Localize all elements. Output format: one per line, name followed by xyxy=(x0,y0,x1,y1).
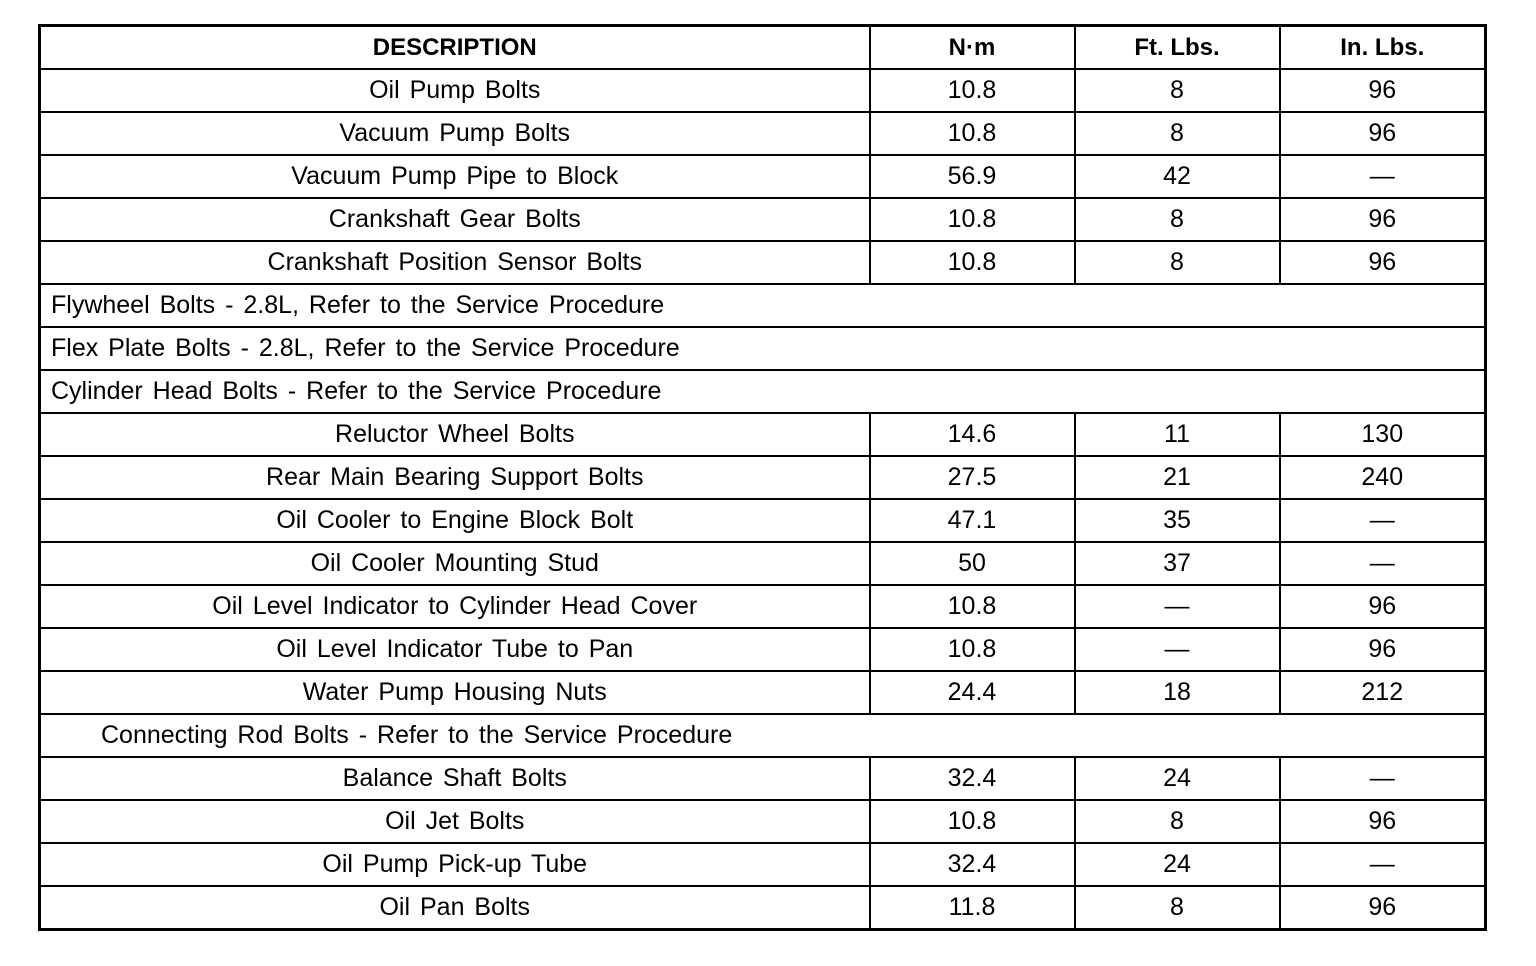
table-row xyxy=(40,241,1486,284)
nm-cell: 10.8 xyxy=(870,585,1075,628)
note-cell: Flex Plate Bolts - 2.8L, Refer to the Service Procedure xyxy=(40,327,1486,370)
nm-cell: 47.1 xyxy=(870,499,1075,542)
table-note-row xyxy=(40,327,1486,370)
description-cell: Oil Pump Pick-up Tube xyxy=(40,843,870,886)
ft-lbs-cell: 8 xyxy=(1075,241,1280,284)
description-cell: Oil Cooler to Engine Block Bolt xyxy=(40,499,870,542)
in-lbs-cell: 96 xyxy=(1280,198,1486,241)
nm-cell: 27.5 xyxy=(870,456,1075,499)
ft-lbs-cell: 8 xyxy=(1075,69,1280,112)
description-cell: Oil Jet Bolts xyxy=(40,800,870,843)
nm-cell: 24.4 xyxy=(870,671,1075,714)
ft-lbs-cell: 8 xyxy=(1075,886,1280,930)
table-row xyxy=(40,499,1486,542)
nm-cell: 10.8 xyxy=(870,628,1075,671)
in-lbs-cell: 96 xyxy=(1280,886,1486,930)
nm-cell: 56.9 xyxy=(870,155,1075,198)
nm-cell: 32.4 xyxy=(870,757,1075,800)
torque-spec-table xyxy=(38,24,1487,931)
nm-cell: 10.8 xyxy=(870,112,1075,155)
nm-cell: 32.4 xyxy=(870,843,1075,886)
table-row xyxy=(40,757,1486,800)
in-lbs-cell: 96 xyxy=(1280,241,1486,284)
table-row xyxy=(40,413,1486,456)
in-lbs-cell: — xyxy=(1280,843,1486,886)
header-in-lbs: In. Lbs. xyxy=(1280,26,1486,70)
description-cell: Crankshaft Position Sensor Bolts xyxy=(40,241,870,284)
table-row xyxy=(40,886,1486,930)
nm-cell: 10.8 xyxy=(870,198,1075,241)
description-cell: Oil Pump Bolts xyxy=(40,69,870,112)
note-cell: Flywheel Bolts - 2.8L, Refer to the Service Procedure xyxy=(40,284,1486,327)
table-row xyxy=(40,542,1486,585)
ft-lbs-cell: 37 xyxy=(1075,542,1280,585)
table-row xyxy=(40,843,1486,886)
in-lbs-cell: 212 xyxy=(1280,671,1486,714)
note-cell: Cylinder Head Bolts - Refer to the Service Procedure xyxy=(40,370,1486,413)
ft-lbs-cell: — xyxy=(1075,628,1280,671)
header-description: DESCRIPTION xyxy=(40,26,870,70)
ft-lbs-cell: 21 xyxy=(1075,456,1280,499)
table-row xyxy=(40,155,1486,198)
in-lbs-cell: 96 xyxy=(1280,112,1486,155)
ft-lbs-cell: 8 xyxy=(1075,112,1280,155)
in-lbs-cell: — xyxy=(1280,155,1486,198)
table-row xyxy=(40,628,1486,671)
in-lbs-cell: 96 xyxy=(1280,800,1486,843)
nm-cell: 11.8 xyxy=(870,886,1075,930)
in-lbs-cell: 130 xyxy=(1280,413,1486,456)
ft-lbs-cell: 18 xyxy=(1075,671,1280,714)
description-cell: Rear Main Bearing Support Bolts xyxy=(40,456,870,499)
in-lbs-cell: 96 xyxy=(1280,69,1486,112)
header-nm: N·m xyxy=(870,26,1075,70)
ft-lbs-cell: 24 xyxy=(1075,757,1280,800)
description-cell: Oil Pan Bolts xyxy=(40,886,870,930)
description-cell: Vacuum Pump Pipe to Block xyxy=(40,155,870,198)
table-body xyxy=(40,69,1486,930)
description-cell: Oil Level Indicator Tube to Pan xyxy=(40,628,870,671)
description-cell: Oil Cooler Mounting Stud xyxy=(40,542,870,585)
in-lbs-cell: 96 xyxy=(1280,628,1486,671)
nm-cell: 10.8 xyxy=(870,241,1075,284)
in-lbs-cell: — xyxy=(1280,499,1486,542)
description-cell: Balance Shaft Bolts xyxy=(40,757,870,800)
description-cell: Crankshaft Gear Bolts xyxy=(40,198,870,241)
ft-lbs-cell: 42 xyxy=(1075,155,1280,198)
table-row xyxy=(40,112,1486,155)
table-row xyxy=(40,671,1486,714)
header-ft-lbs: Ft. Lbs. xyxy=(1075,26,1280,70)
ft-lbs-cell: 8 xyxy=(1075,198,1280,241)
table-row xyxy=(40,456,1486,499)
nm-cell: 10.8 xyxy=(870,69,1075,112)
ft-lbs-cell: 11 xyxy=(1075,413,1280,456)
table-note-row xyxy=(40,370,1486,413)
ft-lbs-cell: 24 xyxy=(1075,843,1280,886)
in-lbs-cell: — xyxy=(1280,757,1486,800)
ft-lbs-cell: 35 xyxy=(1075,499,1280,542)
table-row xyxy=(40,198,1486,241)
in-lbs-cell: 96 xyxy=(1280,585,1486,628)
table-row xyxy=(40,800,1486,843)
table-header-row xyxy=(40,26,1486,70)
nm-cell: 10.8 xyxy=(870,800,1075,843)
nm-cell: 50 xyxy=(870,542,1075,585)
description-cell: Water Pump Housing Nuts xyxy=(40,671,870,714)
note-cell: Connecting Rod Bolts - Refer to the Service Procedure xyxy=(40,714,1486,757)
nm-cell: 14.6 xyxy=(870,413,1075,456)
in-lbs-cell: — xyxy=(1280,542,1486,585)
ft-lbs-cell: 8 xyxy=(1075,800,1280,843)
table-note-row xyxy=(40,714,1486,757)
description-cell: Vacuum Pump Bolts xyxy=(40,112,870,155)
description-cell: Reluctor Wheel Bolts xyxy=(40,413,870,456)
ft-lbs-cell: — xyxy=(1075,585,1280,628)
table-note-row xyxy=(40,284,1486,327)
in-lbs-cell: 240 xyxy=(1280,456,1486,499)
description-cell: Oil Level Indicator to Cylinder Head Cover xyxy=(40,585,870,628)
table-row xyxy=(40,585,1486,628)
table-row xyxy=(40,69,1486,112)
